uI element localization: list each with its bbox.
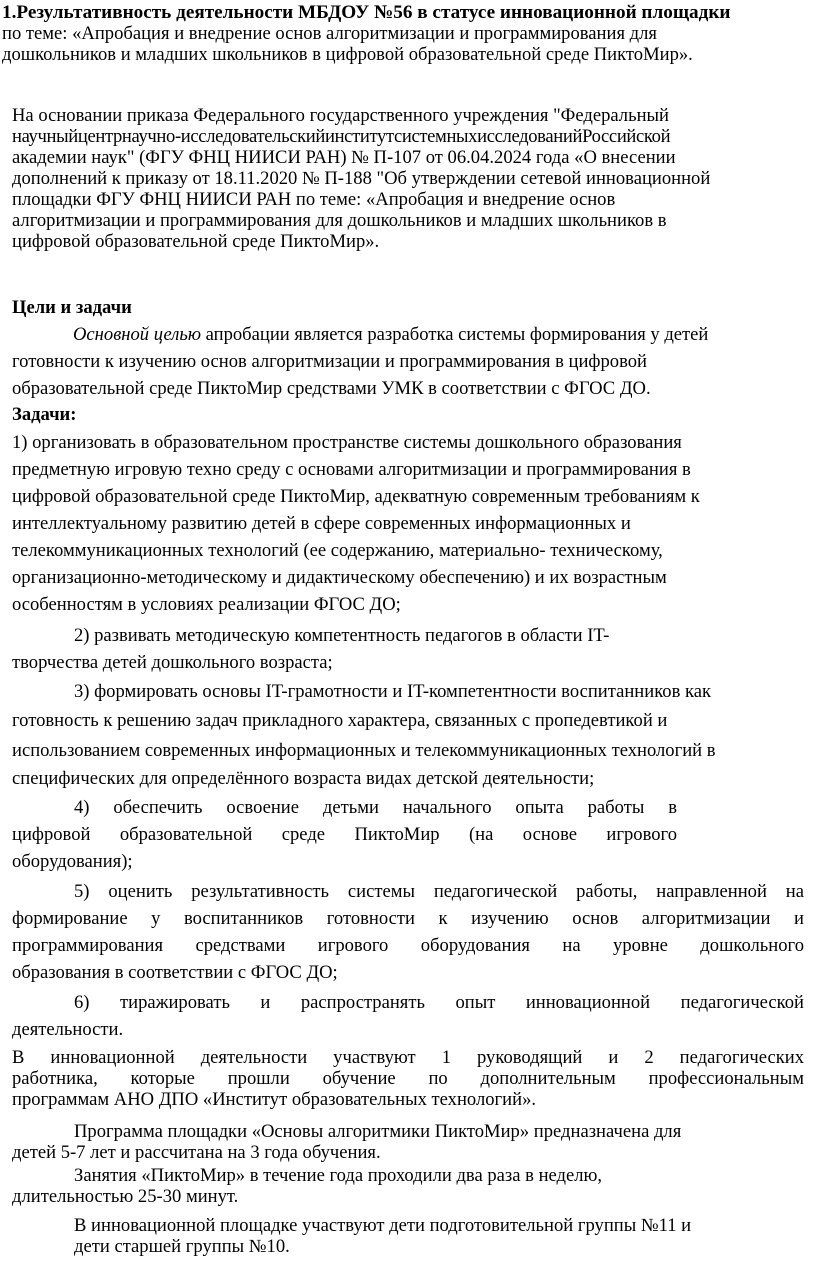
task-line: 1) организовать в образовательном пространстве системы дошкольного образования [12, 432, 682, 453]
task-line: использованием современных информационных и телекоммуникационных технологий в [12, 740, 716, 761]
task-4 [12, 794, 677, 875]
basis-line: алгоритмизации и программирования для дошкольников и младших школьников в [12, 210, 667, 231]
task-line: 3) формировать основы IT-грамотности и IT-компетентности воспитанников как [74, 681, 712, 702]
basis-paragraph [12, 105, 710, 252]
children-paragraph [74, 1215, 691, 1257]
task-6 [12, 989, 804, 1043]
schedule-paragraph [12, 1165, 602, 1207]
title-line: дошкольников и младших школьников в цифровой образовательной среде ПиктоМир». [2, 44, 693, 65]
program-line: детей 5-7 лет и рассчитана на 3 года обучения. [12, 1142, 381, 1163]
task-line: организационно-методическому и дидактическому обеспечению) и их возрастным [12, 567, 667, 588]
children-line: В инновационной площадке участвуют дети подготовительной группы №11 и [74, 1215, 692, 1236]
task-line: деятельности. [12, 1019, 124, 1040]
task-line: готовность к решению задач прикладного характера, связанных с пропедевтикой и [12, 710, 668, 731]
task-line: 2) развивать методическую компетентность педагогов в области IT- [74, 625, 610, 646]
main-goal-line [12, 321, 708, 348]
task-2 [12, 622, 609, 676]
basis-line: На основании приказа Федерального государственного учреждения "Федеральный [12, 105, 669, 126]
task-line: специфических для определённого возраста видах детской деятельности; [12, 768, 595, 789]
task-line: цифровой образовательной среде ПиктоМир, адекватную современным требованиям к [12, 486, 700, 507]
goals-heading [12, 297, 132, 319]
task-line: интеллектуальному развитию детей в сфере современных информационных и [12, 513, 631, 534]
main-goal-paragraph [12, 321, 708, 402]
task-5 [12, 878, 804, 986]
participants-paragraph [12, 1047, 804, 1110]
program-paragraph [12, 1121, 681, 1163]
participants-line: В инновационной деятельности участвуют 1 руководящий и 2 педагогических [12, 1047, 804, 1068]
schedule-line: длительностью 25-30 минут. [12, 1186, 239, 1207]
task-line: телекоммуникационных технологий (ее содержанию, материально- техническому, [12, 540, 663, 561]
task-line: образования в соответствии с ФГОС ДО; [12, 962, 338, 983]
main-goal-line: готовности к изучению основ алгоритмизации и программирования в цифровой [12, 351, 647, 372]
tasks-heading-text: Задачи: [12, 404, 77, 425]
children-line: дети старшей группы №10. [74, 1236, 290, 1257]
task-1 [12, 429, 700, 618]
basis-line: площадки ФГУ ФНЦ НИИСИ РАН по теме: «Апробация и внедрение основ [12, 189, 616, 210]
main-goal-line: образовательной среде ПиктоМир средствами УМК в соответствии с ФГОС ДО. [12, 378, 651, 399]
task-line: формирование у воспитанников готовности к изучению основ алгоритмизации и [12, 908, 804, 929]
task-line: оборудования); [12, 851, 133, 872]
basis-line: научныйцентрнаучно-исследовательскийинститутсистемныхисследованийРоссийской [12, 126, 671, 147]
task-3 [12, 678, 804, 792]
task-line: творчества детей дошкольного возраста; [12, 652, 333, 673]
goals-heading-text: Цели и задачи [12, 297, 132, 318]
task-line: особенностям в условиях реализации ФГОС ДО; [12, 594, 401, 615]
tasks-heading [12, 404, 76, 426]
task-line: 4) обеспечить освоение детьми начального опыта работы в [74, 797, 677, 818]
basis-line: цифровой образовательной среде ПиктоМир». [12, 231, 380, 252]
task-line: цифровой образовательной среде ПиктоМир (на основе игрового [12, 824, 677, 845]
participants-line: программам АНО ДПО «Институт образовательных технологий». [12, 1089, 537, 1110]
main-goal-text: апробации является разработка системы формирования у детей [200, 324, 709, 345]
task-line: предметную игровую техно среду с основами алгоритмизации и программирования в [12, 459, 691, 480]
document-title [2, 2, 730, 65]
schedule-line: Занятия «ПиктоМир» в течение года проходили два раза в неделю, [74, 1165, 603, 1186]
basis-line: академии наук" (ФГУ ФНЦ НИИСИ РАН) № П-107 от 06.04.2024 года «О внесении [12, 147, 676, 168]
title-heading: 1.Результативность деятельности МБДОУ №56 в статусе инновационной площадки [2, 2, 731, 23]
program-line: Программа площадки «Основы алгоритмики ПиктоМир» предназначена для [74, 1121, 682, 1142]
basis-line: дополнений к приказу от 18.11.2020 № П-188 "Об утверждении сетевой инновационной [12, 168, 711, 189]
task-line: 6) тиражировать и распространять опыт инновационной педагогической [74, 992, 804, 1013]
participants-line: работника, которые прошли обучение по дополнительным профессиональным [12, 1068, 804, 1089]
main-goal-emphasis: Основной целью [73, 324, 201, 345]
task-line: 5) оценить результативность системы педагогической работы, направленной на [74, 881, 804, 902]
task-line: программирования средствами игрового оборудования на уровне дошкольного [12, 935, 804, 956]
title-line: по теме: «Апробация и внедрение основ алгоритмизации и программирования для [2, 23, 657, 44]
